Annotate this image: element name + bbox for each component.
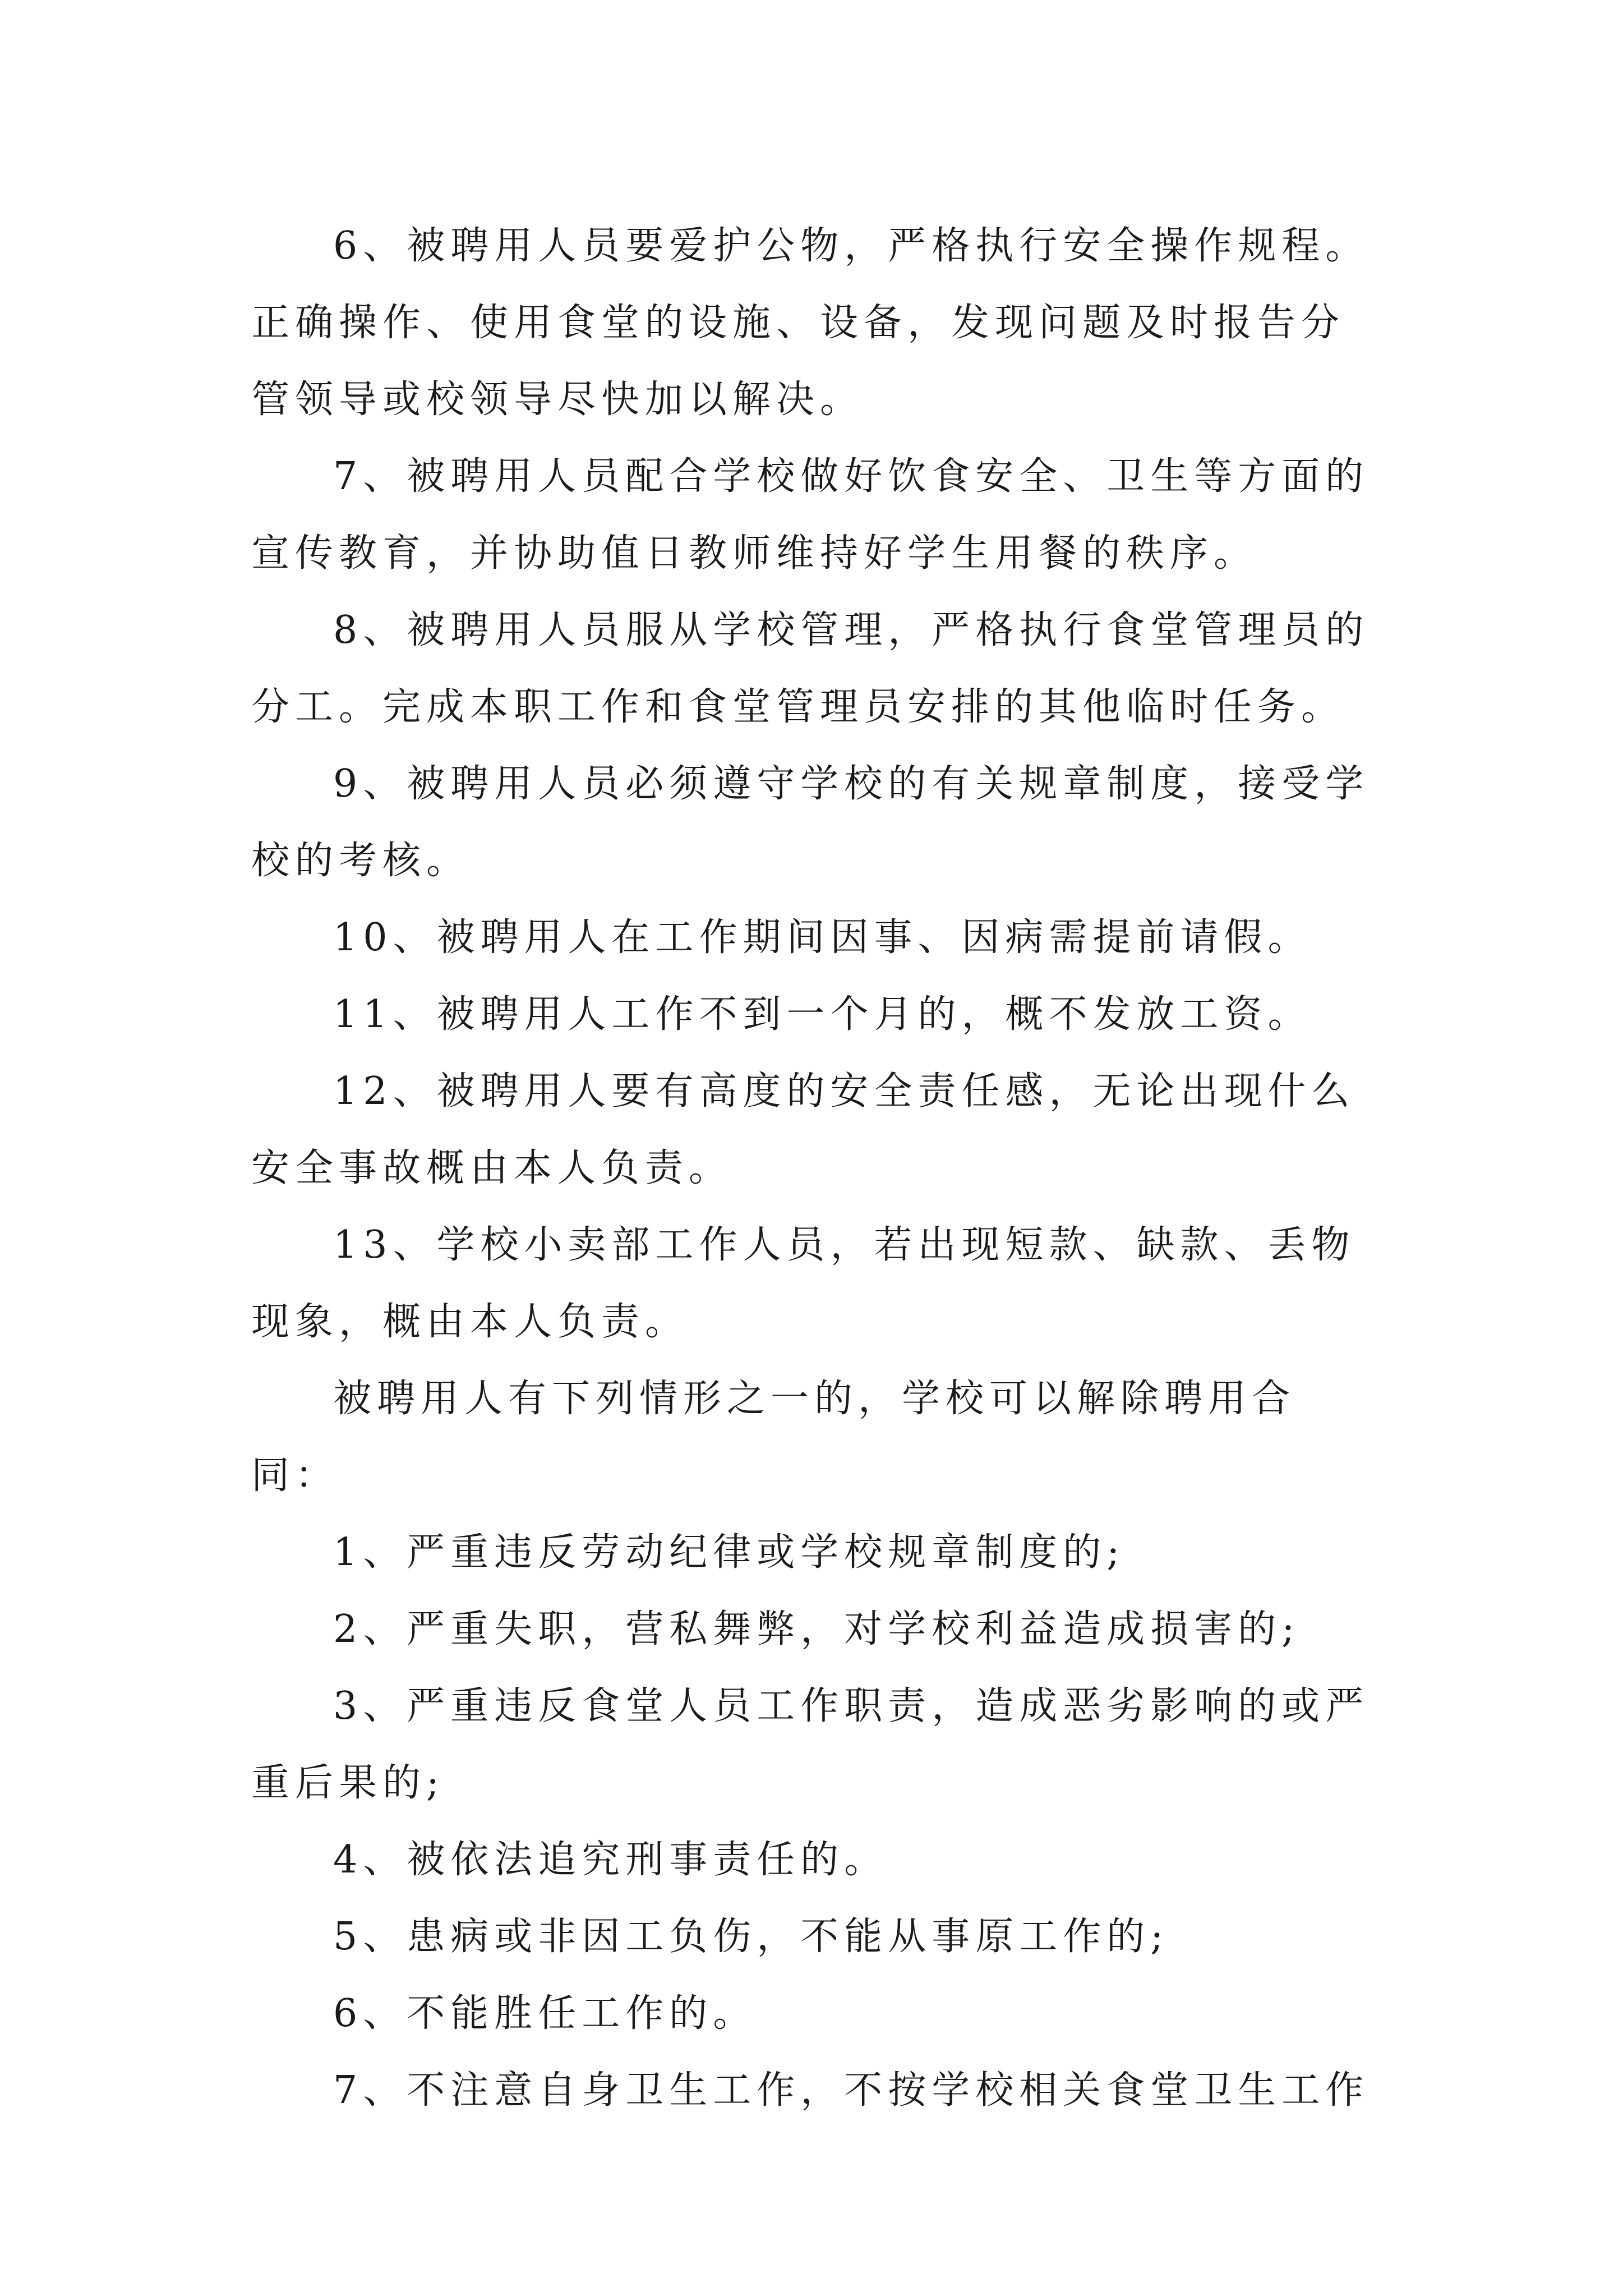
termination-item-2: 2、严重失职，营私舞弊，对学校利益造成损害的;	[333, 1607, 1301, 1651]
clause-8: 8、被聘用人员服从学校管理，严格执行食堂管理员的分工。完成本职工作和食堂管理员安排的其他临时任务。	[251, 608, 1370, 729]
clause-10: 10、被聘用人在工作期间因事、因病需提前请假。	[333, 915, 1312, 960]
clause-11: 11、被聘用人工作不到一个月的，概不发放工资。	[333, 992, 1312, 1037]
clause-6: 6、被聘用人员要爱护公物，严格执行安全操作规程。正确操作、使用食堂的设施、设备，发现问题及时报告分管领导或校领导尽快加以解决。	[251, 224, 1370, 422]
termination-item-6: 6、不能胜任工作的。	[333, 1991, 757, 2036]
clause-13: 13、学校小卖部工作人员，若出现短款、缺款、丢物现象，概由本人负责。	[251, 1223, 1355, 1344]
clause-7: 7、被聘用人员配合学校做好饮食安全、卫生等方面的宣传教育，并协助值日教师维持好学生用餐的秩序。	[251, 454, 1370, 576]
clause-9: 9、被聘用人员必须遵守学校的有关规章制度，接受学校的考核。	[251, 762, 1370, 883]
termination-intro: 被聘用人有下列情形之一的，学校可以解除聘用合同：	[251, 1377, 1296, 1498]
termination-item-1: 1、严重违反劳动纪律或学校规章制度的;	[333, 1530, 1126, 1575]
termination-item-4: 4、被依法追究刑事责任的。	[333, 1838, 888, 1882]
document-body	[251, 208, 1378, 2129]
clause-12: 12、被聘用人要有高度的安全责任感，无论出现什么安全事故概由本人负责。	[251, 1069, 1355, 1190]
termination-item-5: 5、患病或非因工负伤，不能从事原工作的;	[333, 1915, 1169, 1959]
termination-item-7: 7、不注意自身卫生工作，不按学校相关食堂卫生工作	[333, 2068, 1370, 2113]
termination-item-3: 3、严重违反食堂人员工作职责，造成恶劣影响的或严重后果的;	[251, 1684, 1370, 1805]
